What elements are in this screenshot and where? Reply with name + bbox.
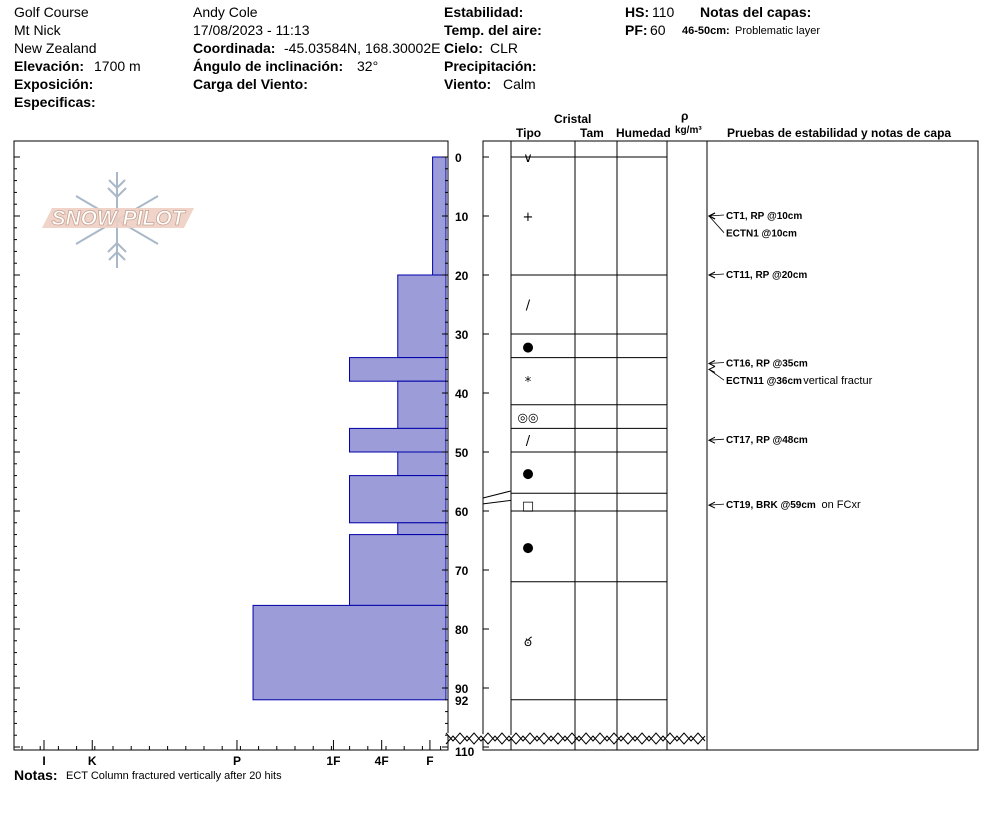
coordinate-value: -45.03584N, 168.30002E: [284, 40, 441, 56]
pf-value: 60: [650, 22, 666, 38]
crystal-symbol: ●: [522, 339, 534, 355]
depth-label: 0: [455, 151, 462, 165]
hardness-bar: [253, 605, 446, 699]
crystal-symbol: □: [521, 499, 535, 515]
test-result: CT17, RP @48cm: [726, 435, 808, 447]
notes-label: Notas:: [14, 767, 58, 783]
depth-label: 10: [455, 210, 469, 224]
slope-label: Ángulo de inclinación:: [193, 58, 344, 74]
notes-text: ECT Column fractured vertically after 20 hits: [66, 770, 282, 782]
test-result: CT11, RP @20cm: [726, 270, 808, 281]
test-note: on FCxr: [821, 499, 861, 512]
depth-label: 20: [455, 269, 469, 283]
observer: Andy Cole: [193, 4, 258, 20]
hardness-tick-label: K: [87, 754, 97, 768]
crystal-symbol: /: [525, 298, 531, 314]
air-temp-label: Temp. del aire:: [444, 22, 542, 38]
test-result: CT16, RP @35cm: [726, 358, 808, 370]
stability-label: Estabilidad:: [444, 4, 524, 20]
specifics-label: Especificas:: [14, 94, 96, 110]
hs-value: 110: [652, 4, 675, 20]
depth-label: 40: [455, 387, 469, 401]
crystal-symbol: *: [524, 375, 532, 391]
hs-label: HS:: [625, 4, 650, 20]
hardness-bar: [398, 452, 446, 476]
test-result: ECTN11 @36cm: [726, 376, 802, 388]
sky-value: CLR: [490, 40, 519, 56]
hardness-bar: [350, 535, 446, 606]
location: Golf Course: [14, 4, 89, 20]
crystal-header: Cristal: [554, 112, 592, 126]
svg-text:SNOW PILOT: SNOW PILOT: [51, 207, 185, 230]
test-result: CT19, BRK @59cm: [726, 500, 816, 512]
depth-label: 30: [455, 328, 469, 342]
test-note: vertical fractur: [803, 375, 873, 388]
density-unit-header: kg/m³: [675, 125, 702, 136]
layer-note-text: Problematic layer: [735, 25, 820, 37]
slope-value: 32°: [357, 58, 379, 74]
depth-label: 80: [455, 623, 469, 637]
hardness-tick-label: I: [42, 754, 46, 768]
layer-connector: [483, 500, 511, 504]
crystal-symbol: ఠ: [524, 634, 532, 650]
sky-label: Cielo:: [444, 40, 483, 56]
layer-note-range: 46-50cm:: [682, 25, 730, 37]
depth-label: 70: [455, 564, 469, 578]
hardness-tick-label: 1F: [326, 754, 341, 768]
hardness-bar: [350, 476, 446, 523]
crystal-symbol: /: [525, 434, 531, 450]
depth-label: 110: [455, 745, 475, 759]
test-arrow: [709, 216, 724, 233]
layer-connector: [483, 491, 511, 498]
exposure-label: Exposición:: [14, 76, 94, 92]
coordinate-label: Coordinada:: [193, 40, 276, 56]
tests-header: Pruebas de estabilidad y notas de capa: [727, 126, 952, 140]
range: Mt Nick: [14, 22, 61, 38]
datetime: 17/08/2023 - 11:13: [193, 22, 310, 38]
moisture-header: Humedad: [616, 126, 671, 140]
crystal-symbol: ●: [522, 466, 534, 482]
rho-header: ρ: [681, 109, 689, 123]
elevation-label: Elevación:: [14, 58, 85, 74]
depth-label: 90: [455, 682, 469, 696]
hardness-bar: [350, 358, 446, 382]
crystal-symbol: ∨: [523, 151, 533, 166]
hardness-bar: [398, 523, 446, 535]
depth-label: 92: [455, 693, 469, 708]
wind-load-label: Carga del Viento:: [193, 76, 308, 92]
wind-value: Calm: [503, 76, 536, 92]
test-result: CT1, RP @10cm: [726, 211, 803, 222]
country: New Zealand: [14, 40, 97, 56]
size-header: Tam: [580, 126, 604, 140]
hardness-tick-label: P: [232, 754, 241, 768]
hardness-bar: [398, 275, 446, 358]
precipitation-label: Precipitación:: [444, 58, 537, 74]
test-result: ECTN1 @10cm: [726, 228, 797, 240]
elevation-value: 1700 m: [94, 58, 141, 74]
layer-notes-label: Notas del capas:: [700, 4, 812, 20]
crystal-symbol: ●: [522, 540, 534, 556]
hardness-bar: [350, 428, 446, 452]
type-header: Tipo: [516, 126, 542, 140]
pf-label: PF:: [625, 22, 648, 38]
hardness-bar: [398, 381, 446, 428]
depth-label: 50: [455, 446, 469, 460]
crystal-symbol: +: [522, 210, 534, 225]
crystal-symbol: ◎◎: [517, 410, 539, 425]
hardness-tick-label: 4F: [374, 754, 389, 768]
depth-label: 60: [455, 505, 469, 519]
wind-label: Viento:: [444, 76, 492, 92]
hardness-tick-label: F: [426, 754, 434, 768]
